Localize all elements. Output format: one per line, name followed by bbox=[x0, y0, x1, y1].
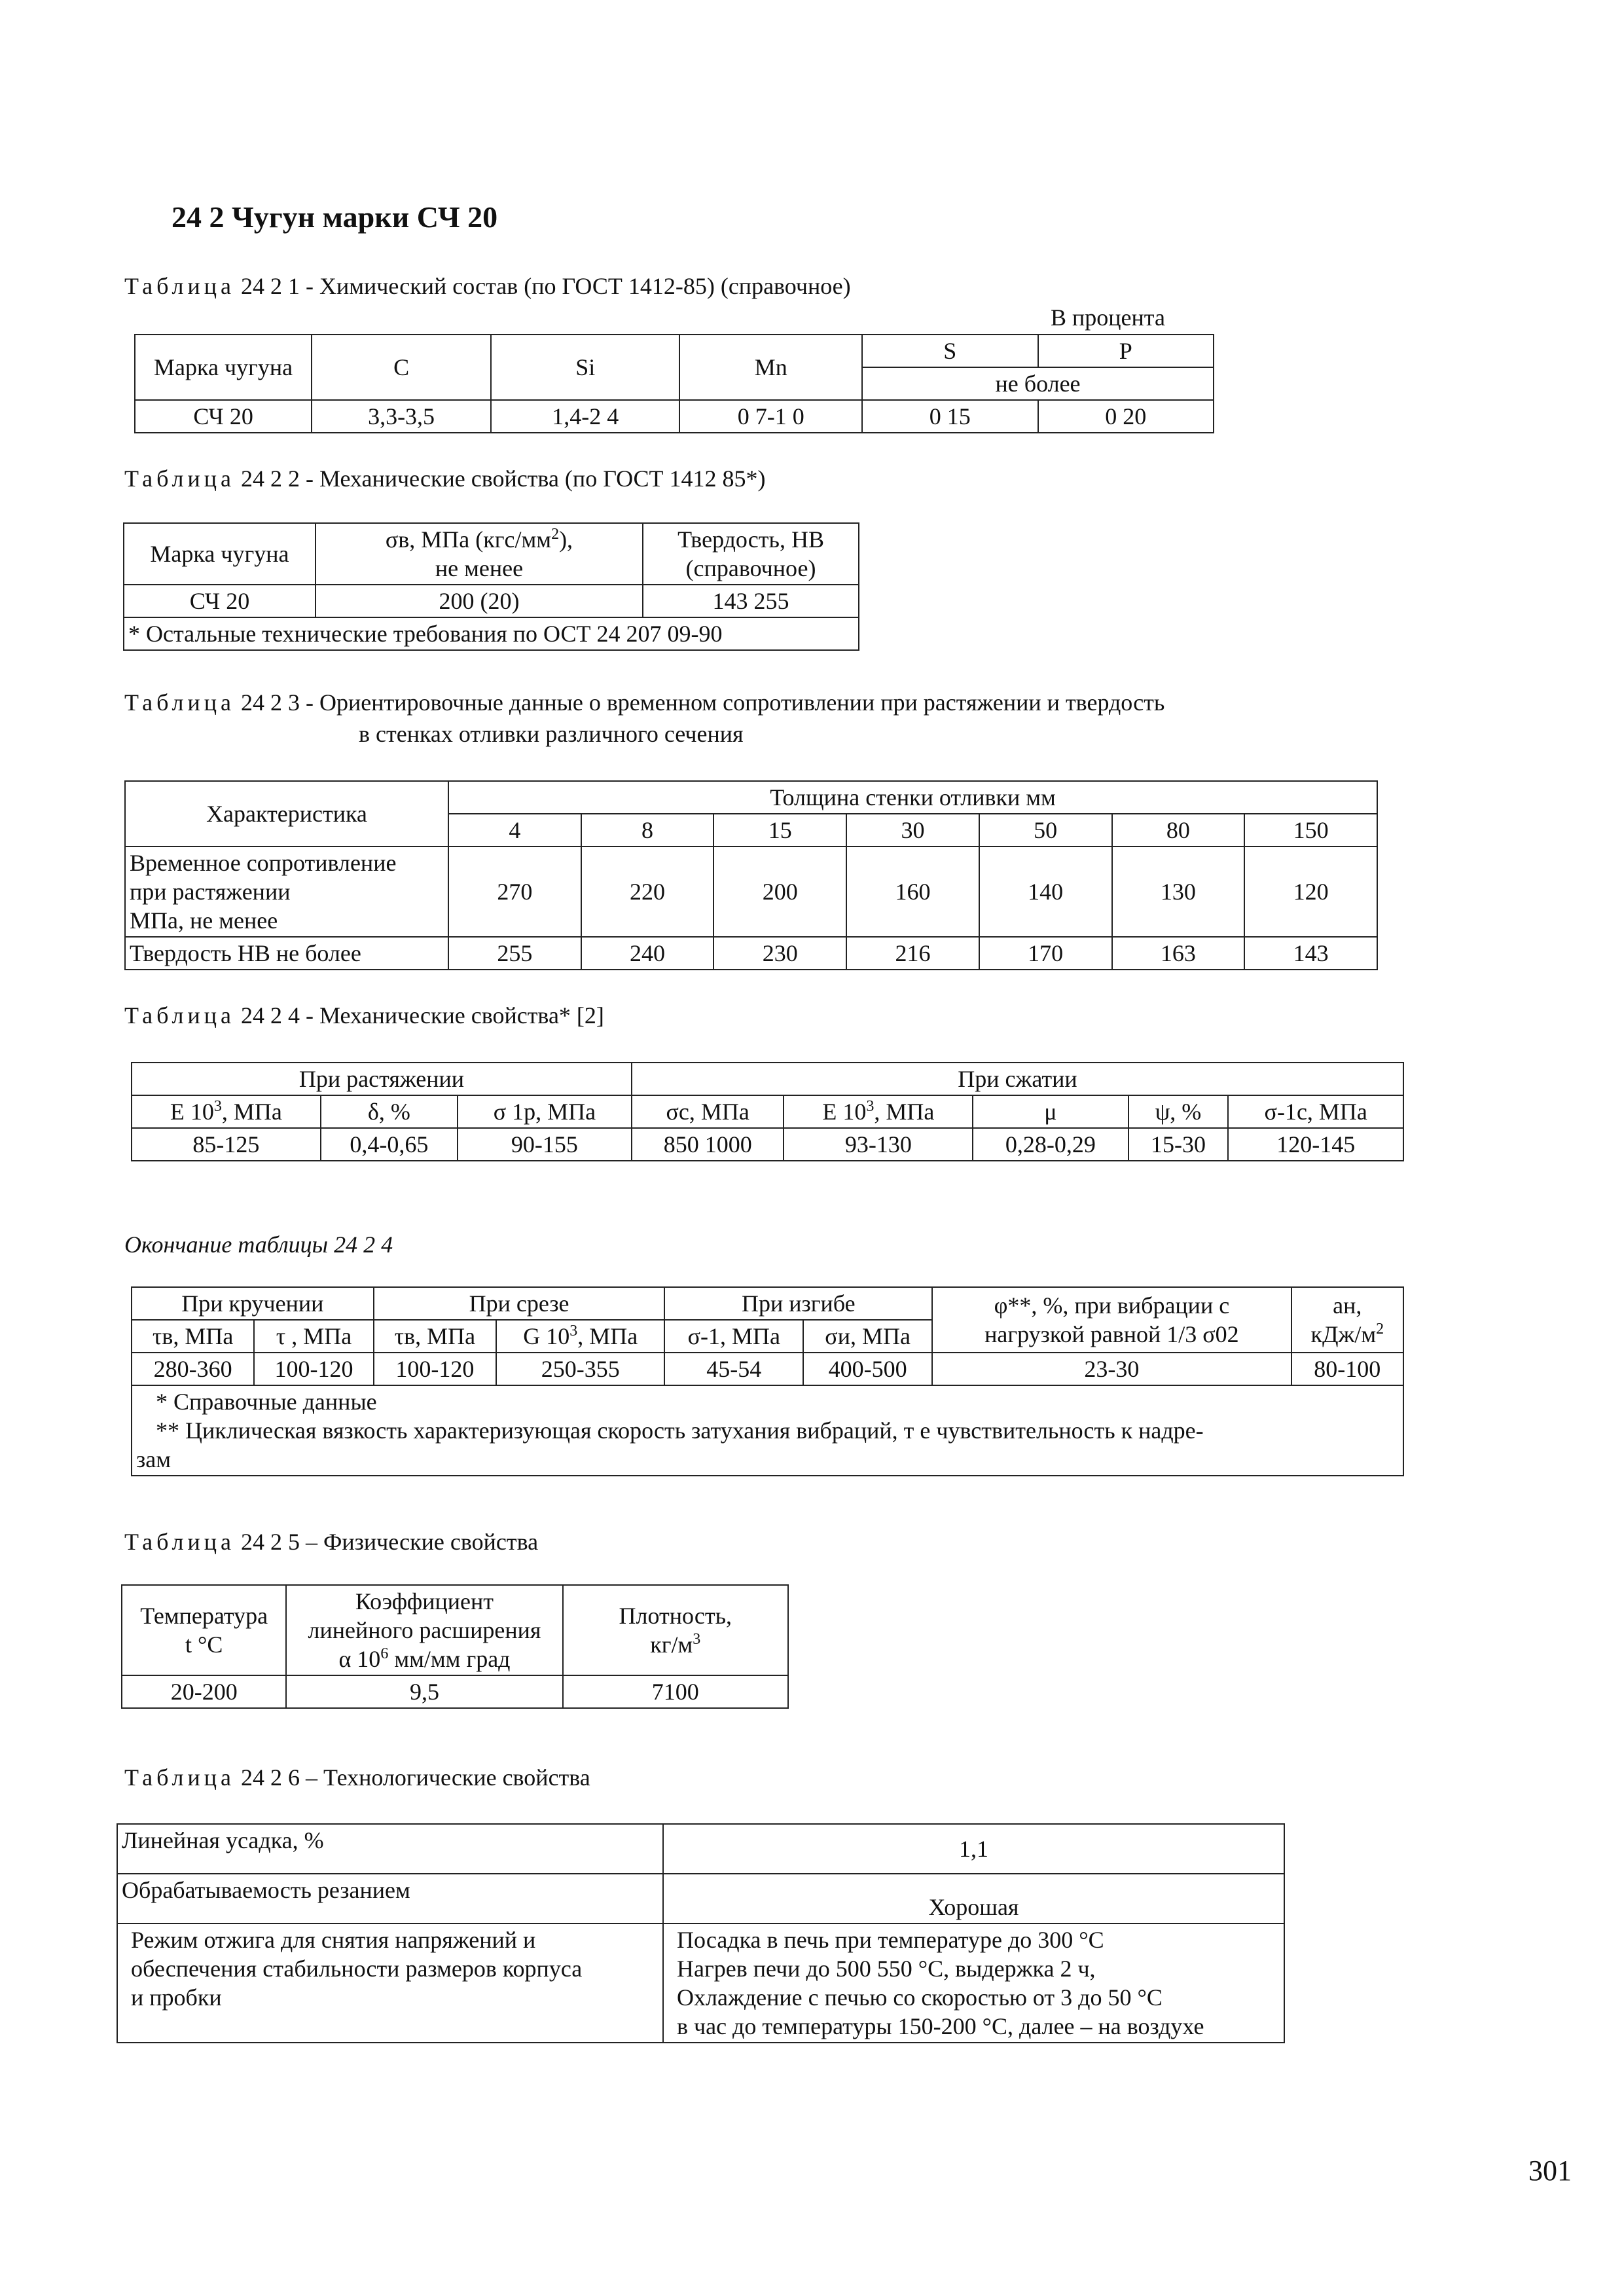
t4b-group-bending: При изгибе bbox=[664, 1287, 932, 1320]
table5-label: Таблица bbox=[124, 1529, 235, 1555]
t2-head-hardness: Твердость, НВ (справочное) bbox=[643, 523, 859, 585]
table6-label: Таблица bbox=[124, 1764, 235, 1791]
t4b-head-g: G $10^3$, МПа bbox=[496, 1320, 664, 1353]
table6-caption bbox=[124, 1761, 590, 1794]
t3-thickness: 15 bbox=[713, 814, 846, 847]
t4b-cell: 80-100 bbox=[1291, 1353, 1403, 1385]
table3-strength-hardness bbox=[124, 780, 1378, 970]
t1-subheader: не более bbox=[862, 367, 1214, 400]
t4b-cell: 100-120 bbox=[374, 1353, 496, 1385]
t3-cell: 163 bbox=[1112, 937, 1245, 970]
t4b-head-sigma-1: σ-1, МПа bbox=[664, 1320, 803, 1353]
section-title: 24 2 Чугун марки СЧ 20 bbox=[171, 200, 498, 234]
table6-technological-properties bbox=[117, 1823, 1285, 2043]
table1-caption bbox=[124, 270, 851, 302]
t5-head-density: Плотность, $кг/м^3$ bbox=[563, 1585, 788, 1675]
t4-cell: 0,28-0,29 bbox=[973, 1128, 1128, 1161]
t3-cell: 200 bbox=[713, 847, 846, 937]
t3-cell: 220 bbox=[581, 847, 714, 937]
t5-cell: 7100 bbox=[563, 1675, 788, 1708]
t4-cell: 85-125 bbox=[132, 1128, 321, 1161]
t4-cell: 93-130 bbox=[784, 1128, 973, 1161]
t3-row2-label: Твердость НВ не более bbox=[125, 937, 448, 970]
t4b-note3: зам bbox=[136, 1446, 171, 1472]
table5-physical-properties bbox=[121, 1584, 789, 1709]
t1-cell: 0 20 bbox=[1038, 400, 1214, 433]
t4b-cell: 250-355 bbox=[496, 1353, 664, 1385]
t4-head-sigma1p: σ 1р, МПа bbox=[458, 1095, 632, 1128]
t4-cell: 120-145 bbox=[1228, 1128, 1403, 1161]
t4b-group-shear: При срезе bbox=[374, 1287, 665, 1320]
t3-thickness: 150 bbox=[1244, 814, 1377, 847]
t3-head-characteristic: Характеристика bbox=[125, 781, 448, 847]
t4b-head-taub: τв, МПа bbox=[132, 1320, 254, 1353]
table2-mechanical-properties bbox=[123, 522, 859, 651]
t4b-head-an: ан, кДж/$м^2$ bbox=[1291, 1287, 1403, 1353]
t2-cell: 143 255 bbox=[643, 585, 859, 617]
page-number: 301 bbox=[1528, 2155, 1572, 2187]
t1-head-mn: Mn bbox=[679, 335, 862, 400]
t2-head-strength: σв, МПа $(кгс/мм^2)$, не менее bbox=[316, 523, 643, 585]
table3-label: Таблица bbox=[124, 689, 235, 716]
table5-caption-text: 24 2 5 – Физические свойства bbox=[240, 1529, 539, 1555]
t4-head-e: E $10^3$, МПа bbox=[132, 1095, 321, 1128]
table3-caption-text: 24 2 3 - Ориентировочные данные о временном сопротивлении при растяжении и твердость bbox=[240, 689, 1165, 716]
t4b-head-taub-shear: τв, МПа bbox=[374, 1320, 496, 1353]
t3-cell: 216 bbox=[846, 937, 979, 970]
table2-caption bbox=[124, 462, 766, 495]
t5-head-temperature: Температура t °C bbox=[122, 1585, 286, 1675]
t4b-cell: 400-500 bbox=[803, 1353, 932, 1385]
t1-cell: 3,3-3,5 bbox=[312, 400, 491, 433]
t5-head-expansion: Коэффициент линейного расширения α $10^6$ мм/мм град bbox=[286, 1585, 562, 1675]
table4-continued-caption: Окончание таблицы 24 2 4 bbox=[124, 1231, 393, 1258]
table2-label: Таблица bbox=[124, 465, 235, 492]
table6-caption-text: 24 2 6 – Технологические свойства bbox=[240, 1764, 590, 1791]
sigma-b-symbol: σв bbox=[385, 526, 410, 553]
t4-head-sigmac: σc, МПа bbox=[632, 1095, 784, 1128]
t3-cell: 120 bbox=[1244, 847, 1377, 937]
t4-cell: 15-30 bbox=[1128, 1128, 1229, 1161]
t3-thickness: 30 bbox=[846, 814, 979, 847]
table1-chemical-composition bbox=[134, 334, 1214, 433]
t4-group-tension: При растяжении bbox=[132, 1063, 632, 1095]
t2-footnote: * Остальные технические требования по ОСТ 24 207 09-90 bbox=[124, 617, 859, 650]
t4b-cell: 280-360 bbox=[132, 1353, 254, 1385]
t4b-head-tau: τ , МПа bbox=[254, 1320, 374, 1353]
t3-cell: 130 bbox=[1112, 847, 1245, 937]
t1-cell: 1,4-2 4 bbox=[491, 400, 679, 433]
t3-thickness: 50 bbox=[979, 814, 1112, 847]
t4-group-compression: При сжатии bbox=[632, 1063, 1403, 1095]
t4b-group-torsion: При кручении bbox=[132, 1287, 374, 1320]
t3-cell: 230 bbox=[713, 937, 846, 970]
t5-cell: 9,5 bbox=[286, 1675, 562, 1708]
t4-cell: 90-155 bbox=[458, 1128, 632, 1161]
t1-head-si: Si bbox=[491, 335, 679, 400]
t1-head-p: P bbox=[1038, 335, 1214, 367]
table1-units-note: В процента bbox=[1051, 304, 1165, 331]
t4-cell: 850 1000 bbox=[632, 1128, 784, 1161]
t3-thickness: 80 bbox=[1112, 814, 1245, 847]
table3-caption-line2: в стенках отливки различного сечения bbox=[359, 721, 744, 747]
table1-label: Таблица bbox=[124, 273, 235, 299]
t3-cell: 143 bbox=[1244, 937, 1377, 970]
t4b-cell: 45-54 bbox=[664, 1353, 803, 1385]
t1-head-c: C bbox=[312, 335, 491, 400]
t6-r1-label: Линейная усадка, % bbox=[117, 1824, 663, 1874]
t6-r2-label: Обрабатываемость резанием bbox=[117, 1874, 663, 1923]
t4-head-psi: ψ, % bbox=[1128, 1095, 1229, 1128]
t3-head-thickness-group: Толщина стенки отливки мм bbox=[448, 781, 1377, 814]
t3-cell: 160 bbox=[846, 847, 979, 937]
t3-cell: 170 bbox=[979, 937, 1112, 970]
t3-thickness: 8 bbox=[581, 814, 714, 847]
table4-caption-text: 24 2 4 - Механические свойства* [2] bbox=[240, 1002, 604, 1029]
t1-head-grade: Марка чугуна bbox=[135, 335, 312, 400]
t2-head-grade: Марка чугуна bbox=[124, 523, 316, 585]
t4b-cell: 100-120 bbox=[254, 1353, 374, 1385]
table2-caption-text: 24 2 2 - Механические свойства (по ГОСТ 1412 85*) bbox=[240, 465, 766, 492]
t1-cell: 0 15 bbox=[862, 400, 1038, 433]
t4-head-mu: μ bbox=[973, 1095, 1128, 1128]
t3-cell: 270 bbox=[448, 847, 581, 937]
t3-row1-label: Временное сопротивление при растяжении МПа, не менее bbox=[125, 847, 448, 937]
t4b-head-sigmai: σи, МПа bbox=[803, 1320, 932, 1353]
t3-thickness: 4 bbox=[448, 814, 581, 847]
table4-mechanical-properties bbox=[131, 1062, 1404, 1161]
t1-cell: 0 7-1 0 bbox=[679, 400, 862, 433]
t3-cell: 255 bbox=[448, 937, 581, 970]
t6-r3-label: Режим отжига для снятия напряжений и обеспечения стабильности размеров корпуса и пробки bbox=[117, 1923, 663, 2043]
t4-cell: 0,4-0,65 bbox=[321, 1128, 458, 1161]
t3-cell: 140 bbox=[979, 847, 1112, 937]
table4-caption bbox=[124, 999, 604, 1032]
t4b-note1: * Справочные данные bbox=[156, 1389, 377, 1415]
t4b-cell: 23-30 bbox=[932, 1353, 1291, 1385]
t6-r2-value: Хорошая bbox=[663, 1874, 1284, 1923]
t1-cell: СЧ 20 bbox=[135, 400, 312, 433]
t6-r3-value: Посадка в печь при температуре до 300 °С Нагрев печи до 500 550 °С, выдержка 2 ч, Охлаждение с печью со скоростью от 3 до 50 °С в час до температуры 150-200 °С, далее – на воздухе bbox=[663, 1923, 1284, 2043]
t5-cell: 20-200 bbox=[122, 1675, 286, 1708]
t2-cell: 200 (20) bbox=[316, 585, 643, 617]
t1-head-s: S bbox=[862, 335, 1038, 367]
t2-cell: СЧ 20 bbox=[124, 585, 316, 617]
t4-head-e2: E $10^3$, МПа bbox=[784, 1095, 973, 1128]
t6-r1-value: 1,1 bbox=[663, 1824, 1284, 1874]
t4-head-sigma-1c: σ-1c, МПа bbox=[1228, 1095, 1403, 1128]
table3-caption bbox=[124, 686, 1164, 719]
table1-caption-text: 24 2 1 - Химический состав (по ГОСТ 1412-85) (справочное) bbox=[240, 273, 851, 299]
table5-caption bbox=[124, 1525, 538, 1558]
table4-continued bbox=[131, 1286, 1404, 1476]
table4-label: Таблица bbox=[124, 1002, 235, 1029]
t3-cell: 240 bbox=[581, 937, 714, 970]
t4b-note2: ** Циклическая вязкость характеризующая скорость затухания вибраций, т е чувствительность к надре- bbox=[156, 1417, 1204, 1444]
t4b-head-phi: φ**, %, при вибрации с нагрузкой равной 1/3 σ02 bbox=[932, 1287, 1291, 1353]
t4-head-delta: δ, % bbox=[321, 1095, 458, 1128]
t4b-notes bbox=[132, 1385, 1403, 1476]
